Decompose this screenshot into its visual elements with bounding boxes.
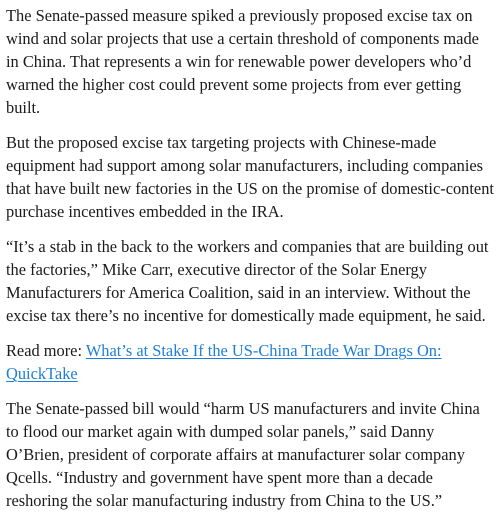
paragraph-excise-tax-spiked: The Senate-passed measure spiked a previously proposed excise tax on wind and solar projects that use a certain threshold of components made in China. That represents a win for renewable power developers who’d warned the higher cost could prevent some projects from ever getting built.	[6, 6, 479, 117]
paragraph-danny-obrien-quote: The Senate-passed bill would “harm US manufacturers and invite China to flood our market again with dumped solar panels,” said Danny O’Brien, president of corporate affairs at manufacturer solar company Qcells. “Industry and government have spent more than a decade reshoring the solar manufacturing industry from China to the US.”	[6, 399, 480, 510]
read-more-line	[6, 339, 494, 385]
paragraph-mike-carr-quote: “It’s a stab in the back to the workers and companies that are building out the factories,” Mike Carr, executive director of the Solar Energy Manufacturers for America Coalition, said in an interview. Without the excise tax there’s no incentive for domestically made equipment, he said.	[6, 237, 489, 325]
read-more-link[interactable]: What’s at Stake If the US-China Trade War Drags On: QuickTake	[6, 341, 442, 383]
paragraph-solar-manufacturers-support: But the proposed excise tax targeting projects with Chinese-made equipment had support among solar manufacturers, including companies that have built new factories in the US on the promise of domestic-content purchase incentives embedded in the IRA.	[6, 133, 494, 221]
read-more-label: Read more:	[6, 341, 86, 360]
